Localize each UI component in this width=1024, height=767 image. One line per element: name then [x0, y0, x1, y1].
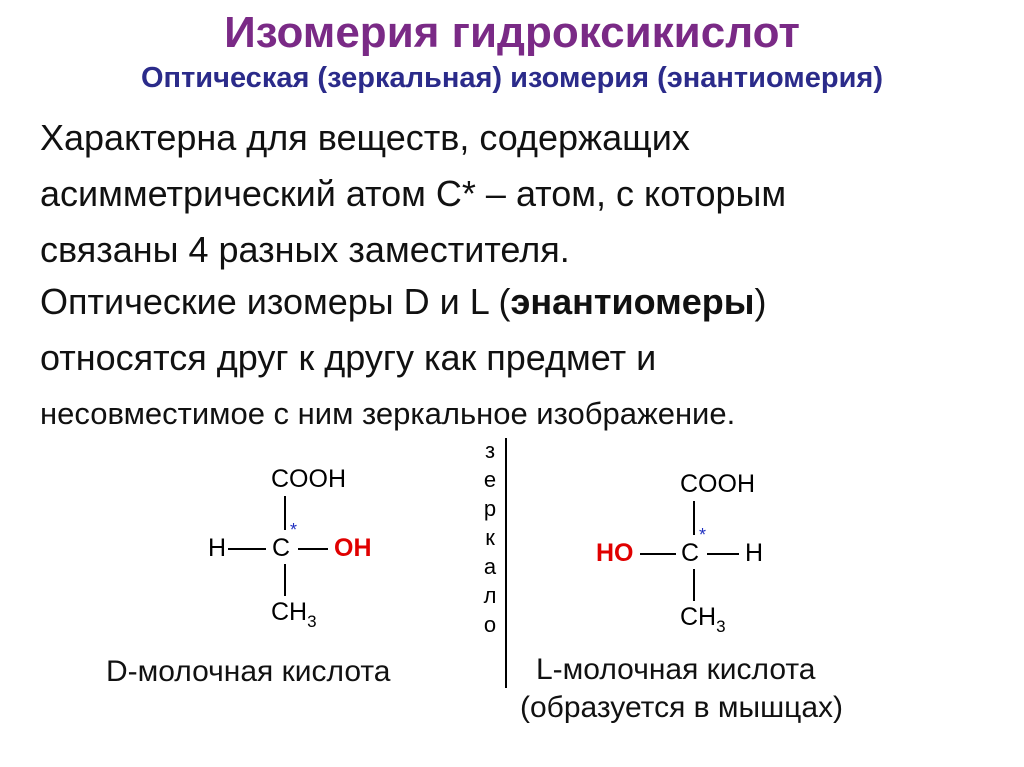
mirror-letter: л — [483, 583, 497, 608]
l-bottom-bond — [693, 569, 695, 601]
d-bottom-bond — [284, 564, 286, 596]
mirror-letter: е — [483, 467, 497, 492]
definition-paragraph — [40, 110, 786, 278]
d-top-bond — [284, 496, 286, 530]
d-chiral-star: * — [290, 520, 298, 540]
enantiomer-line-1-post: ) — [754, 281, 767, 322]
slide-title: Изомерия гидроксикислот — [224, 8, 800, 57]
l-hydrogen-substituent: H — [745, 539, 764, 567]
d-lactic-caption: D-молочная кислота — [106, 655, 391, 688]
d-hydrogen-substituent: H — [208, 534, 227, 562]
enantiomer-line-2: относятся друг к другу как предмет и — [40, 337, 657, 378]
l-methyl-subscript: 3 — [716, 617, 726, 636]
l-carboxyl-group: COOH — [680, 470, 755, 498]
l-methyl-ch: CH — [680, 603, 717, 631]
mirror-letter: а — [483, 554, 497, 579]
definition-line-2: асимметрический атом С* – атом, с которым — [40, 173, 787, 214]
l-lactic-caption: L-молочная кислота — [536, 653, 816, 686]
l-right-bond — [707, 553, 739, 555]
l-chiral-star: * — [699, 525, 707, 545]
l-left-bond — [640, 553, 676, 555]
mirror-letter: з — [484, 438, 496, 463]
definition-line-1: Характерна для веществ, содержащих — [40, 117, 690, 158]
l-top-bond — [693, 501, 695, 535]
d-hydroxyl-substituent: OH — [334, 534, 372, 562]
l-methyl-group — [680, 603, 726, 636]
mirror-letter: р — [483, 496, 497, 521]
enantiomer-paragraph — [40, 274, 767, 442]
d-methyl-ch: CH — [271, 598, 308, 626]
l-chiral-carbon: C — [681, 539, 700, 567]
enantiomer-line-1-pre: Оптические изомеры D и L ( — [40, 281, 511, 322]
mirror-letter: к — [485, 525, 495, 550]
enantiomer-line-1 — [40, 274, 767, 330]
l-hydroxyl-substituent: HO — [596, 539, 634, 567]
d-methyl-subscript: 3 — [307, 612, 317, 631]
d-right-bond — [298, 548, 328, 550]
mirror-line — [505, 438, 507, 688]
enantiomer-line-3: несовместимое с ним зеркальное изображение. — [40, 396, 736, 431]
d-methyl-group — [271, 598, 317, 631]
definition-line-3: связаны 4 разных заместителя. — [40, 229, 570, 270]
mirror-label — [479, 436, 501, 639]
d-left-bond — [228, 548, 266, 550]
d-carboxyl-group: COOH — [271, 465, 346, 493]
enantiomer-term: энантиомеры — [510, 281, 755, 322]
slide-subtitle: Оптическая (зеркальная) изомерия (энантиомерия) — [141, 62, 883, 94]
l-lactic-note: (образуется в мышцах) — [520, 691, 844, 724]
d-chiral-carbon: C — [272, 534, 291, 562]
mirror-letter: о — [483, 612, 497, 637]
